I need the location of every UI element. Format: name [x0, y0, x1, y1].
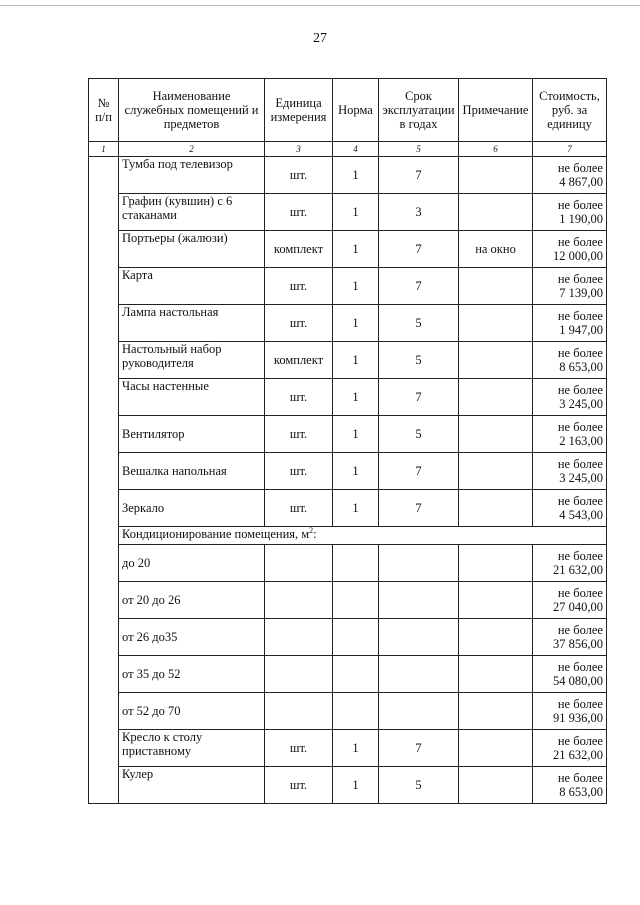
item-price-cell — [533, 619, 607, 656]
price-value: 54 080,00 — [553, 674, 603, 688]
table-row — [89, 268, 607, 305]
header-note: Примечание — [459, 79, 533, 142]
price-prefix: не более — [557, 771, 603, 785]
item-price-cell — [533, 379, 607, 416]
item-name: от 20 до 26 — [119, 582, 265, 619]
item-norm: 1 — [333, 342, 379, 379]
item-note: на окно — [459, 231, 533, 268]
item-name: Тумба под телевизор — [119, 157, 265, 194]
item-term: 5 — [379, 342, 459, 379]
item-unit: шт. — [265, 194, 333, 231]
price-value: 7 139,00 — [559, 286, 603, 300]
top-rule — [0, 5, 640, 6]
table-row — [89, 767, 607, 804]
table-row — [89, 582, 607, 619]
table-row — [89, 693, 607, 730]
item-price-cell — [533, 582, 607, 619]
item-unit: шт. — [265, 416, 333, 453]
item-note — [459, 767, 533, 804]
price-value: 21 632,00 — [553, 563, 603, 577]
item-price-cell — [533, 656, 607, 693]
item-norm: 1 — [333, 194, 379, 231]
price-prefix: не более — [557, 383, 603, 397]
section-superscript: 2 — [309, 526, 314, 535]
item-name: от 52 до 70 — [119, 693, 265, 730]
item-price-cell — [533, 231, 607, 268]
item-unit: шт. — [265, 490, 333, 527]
item-price-cell — [533, 693, 607, 730]
item-name: Настольный набор руководителя — [119, 342, 265, 379]
item-price-cell — [533, 305, 607, 342]
price-prefix: не более — [557, 623, 603, 637]
table-row — [89, 656, 607, 693]
item-note — [459, 342, 533, 379]
item-name: от 35 до 52 — [119, 656, 265, 693]
col-number: 3 — [265, 142, 333, 157]
item-name: Вентилятор — [119, 416, 265, 453]
column-number-row — [89, 142, 607, 157]
item-note — [459, 582, 533, 619]
price-prefix: не более — [557, 586, 603, 600]
price-prefix: не более — [557, 549, 603, 563]
price-value: 8 653,00 — [559, 360, 603, 374]
item-unit: шт. — [265, 305, 333, 342]
item-note — [459, 268, 533, 305]
price-value: 3 245,00 — [559, 471, 603, 485]
section-label: Кондиционирование помещения, м — [122, 527, 310, 541]
item-norm — [333, 693, 379, 730]
item-term: 5 — [379, 767, 459, 804]
item-norm — [333, 582, 379, 619]
item-note — [459, 545, 533, 582]
price-prefix: не более — [557, 309, 603, 323]
price-value: 91 936,00 — [553, 711, 603, 725]
item-term: 7 — [379, 453, 459, 490]
table-row — [89, 379, 607, 416]
item-unit: шт. — [265, 379, 333, 416]
table-row — [89, 231, 607, 268]
item-norm — [333, 656, 379, 693]
price-value: 1 190,00 — [559, 212, 603, 226]
item-unit: шт. — [265, 453, 333, 490]
table-row — [89, 490, 607, 527]
table-row — [89, 194, 607, 231]
col-number: 5 — [379, 142, 459, 157]
col-number: 4 — [333, 142, 379, 157]
item-term: 3 — [379, 194, 459, 231]
item-note — [459, 453, 533, 490]
price-value: 4 867,00 — [559, 175, 603, 189]
item-note — [459, 379, 533, 416]
item-price-cell — [533, 342, 607, 379]
header-cost: Стоимость, руб. за единицу — [533, 79, 607, 142]
item-note — [459, 157, 533, 194]
price-prefix: не более — [557, 272, 603, 286]
item-price-cell — [533, 157, 607, 194]
item-term — [379, 619, 459, 656]
item-name: Портьеры (жалюзи) — [119, 231, 265, 268]
item-name: Карта — [119, 268, 265, 305]
item-unit: комплект — [265, 231, 333, 268]
item-norm: 1 — [333, 231, 379, 268]
col-number: 2 — [119, 142, 265, 157]
item-unit: шт. — [265, 767, 333, 804]
item-term: 7 — [379, 379, 459, 416]
item-term: 7 — [379, 730, 459, 767]
item-note — [459, 490, 533, 527]
item-term: 7 — [379, 157, 459, 194]
item-price-cell — [533, 268, 607, 305]
item-term: 7 — [379, 268, 459, 305]
price-prefix: не более — [557, 494, 603, 508]
item-price-cell — [533, 453, 607, 490]
price-prefix: не более — [557, 235, 603, 249]
item-term: 7 — [379, 490, 459, 527]
item-term — [379, 545, 459, 582]
item-unit: комплект — [265, 342, 333, 379]
item-note — [459, 656, 533, 693]
item-norm: 1 — [333, 305, 379, 342]
price-value: 1 947,00 — [559, 323, 603, 337]
item-name: Вешалка напольная — [119, 453, 265, 490]
table-row — [89, 730, 607, 767]
price-value: 12 000,00 — [553, 249, 603, 263]
item-unit — [265, 619, 333, 656]
header-norm: Норма — [333, 79, 379, 142]
price-prefix: не более — [557, 420, 603, 434]
item-norm: 1 — [333, 730, 379, 767]
item-note — [459, 305, 533, 342]
item-unit — [265, 545, 333, 582]
item-norm — [333, 619, 379, 656]
item-price-cell — [533, 194, 607, 231]
price-prefix: не более — [557, 734, 603, 748]
item-norm: 1 — [333, 157, 379, 194]
table-row — [89, 305, 607, 342]
item-name: до 20 — [119, 545, 265, 582]
section-row — [89, 527, 607, 545]
price-prefix: не более — [557, 457, 603, 471]
item-unit — [265, 693, 333, 730]
item-name: Графин (кувшин) с 6 стаканами — [119, 194, 265, 231]
item-name: Зеркало — [119, 490, 265, 527]
price-prefix: не более — [557, 697, 603, 711]
item-price-cell — [533, 730, 607, 767]
price-value: 21 632,00 — [553, 748, 603, 762]
page-number: 27 — [313, 31, 327, 46]
item-name: Кулер — [119, 767, 265, 804]
header-unit: Единица измерения — [265, 79, 333, 142]
table-row — [89, 342, 607, 379]
price-prefix: не более — [557, 660, 603, 674]
item-note — [459, 416, 533, 453]
section-conditioning — [119, 527, 607, 545]
item-price-cell — [533, 490, 607, 527]
col-number: 7 — [533, 142, 607, 157]
price-value: 37 856,00 — [553, 637, 603, 651]
item-name: Лампа настольная — [119, 305, 265, 342]
item-term: 7 — [379, 231, 459, 268]
price-value: 4 543,00 — [559, 508, 603, 522]
item-norm: 1 — [333, 490, 379, 527]
item-note — [459, 730, 533, 767]
header-num: № п/п — [89, 79, 119, 142]
item-term — [379, 693, 459, 730]
item-note — [459, 194, 533, 231]
table-row — [89, 545, 607, 582]
header-term: Срок эксплуатации в годах — [379, 79, 459, 142]
section-suffix: : — [313, 527, 317, 541]
item-unit: шт. — [265, 268, 333, 305]
item-price-cell — [533, 416, 607, 453]
item-norm: 1 — [333, 767, 379, 804]
item-norm: 1 — [333, 268, 379, 305]
item-term — [379, 656, 459, 693]
price-prefix: не более — [557, 161, 603, 175]
item-price-cell — [533, 767, 607, 804]
price-value: 3 245,00 — [559, 397, 603, 411]
item-term: 5 — [379, 305, 459, 342]
price-value: 8 653,00 — [559, 785, 603, 799]
item-term — [379, 582, 459, 619]
table-row — [89, 416, 607, 453]
item-norm: 1 — [333, 416, 379, 453]
norms-table — [88, 78, 607, 804]
col-number: 1 — [89, 142, 119, 157]
price-value: 2 163,00 — [559, 434, 603, 448]
price-prefix: не более — [557, 198, 603, 212]
header-name: Наименование служебных помещений и предметов — [119, 79, 265, 142]
table-row — [89, 157, 607, 194]
item-name: Часы настенные — [119, 379, 265, 416]
item-norm — [333, 545, 379, 582]
price-prefix: не более — [557, 346, 603, 360]
item-name: Кресло к столу приставному — [119, 730, 265, 767]
table-row — [89, 619, 607, 656]
item-unit — [265, 656, 333, 693]
row-number-cell — [89, 157, 119, 804]
item-note — [459, 619, 533, 656]
item-unit: шт. — [265, 157, 333, 194]
item-norm: 1 — [333, 453, 379, 490]
item-unit: шт. — [265, 730, 333, 767]
item-unit — [265, 582, 333, 619]
price-value: 27 040,00 — [553, 600, 603, 614]
table-row — [89, 453, 607, 490]
item-name: от 26 до35 — [119, 619, 265, 656]
item-price-cell — [533, 545, 607, 582]
item-norm: 1 — [333, 379, 379, 416]
item-note — [459, 693, 533, 730]
item-term: 5 — [379, 416, 459, 453]
col-number: 6 — [459, 142, 533, 157]
header-row — [89, 79, 607, 142]
